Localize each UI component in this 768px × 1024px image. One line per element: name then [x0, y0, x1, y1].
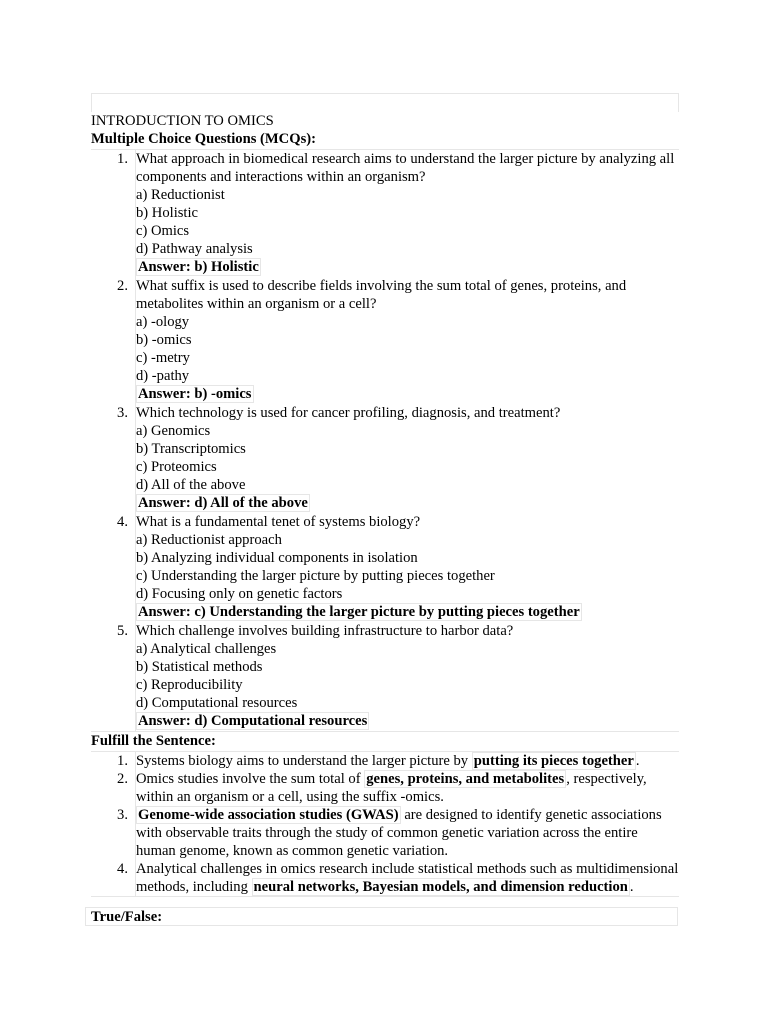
- mcq-number: 4.: [117, 514, 128, 530]
- mcq-heading: Multiple Choice Questions (MCQs):: [91, 131, 316, 147]
- mcq-number: 3.: [117, 405, 128, 421]
- document-title: INTRODUCTION TO OMICS: [91, 113, 274, 129]
- mcq-option: c) Omics: [136, 223, 190, 239]
- document-body: [91, 93, 679, 897]
- mcq-question: Which technology is used for cancer profiling, diagnosis, and treatment?: [136, 405, 561, 421]
- fill-text-before: Analytical challenges in omics research include statistical methods such as multidimensional methods, including: [136, 861, 679, 895]
- fill-sentence: [135, 860, 679, 896]
- fill-item: [91, 752, 679, 770]
- fill-number: 1.: [117, 753, 128, 769]
- mcq-option: c) Understanding the larger picture by putting pieces together: [136, 568, 495, 584]
- mcq-answer: Answer: b) Holistic: [138, 259, 259, 275]
- fill-list-block: [91, 751, 679, 897]
- fill-answer: putting its pieces together: [473, 753, 634, 769]
- fill-item: [91, 806, 679, 860]
- mcq-question: What is a fundamental tenet of systems biology?: [136, 514, 421, 530]
- mcq-option: d) Computational resources: [136, 695, 298, 711]
- mcq-option: c) Proteomics: [136, 459, 217, 475]
- fill-item: [91, 860, 679, 896]
- mcq-option: a) Genomics: [136, 423, 211, 439]
- mcq-item: [91, 513, 679, 622]
- mcq-option: c) Reproducibility: [136, 677, 243, 693]
- fill-number: 4.: [117, 861, 128, 877]
- mcq-question: What approach in biomedical research aims to understand the larger picture by analyzing all components and interactions within an organism?: [136, 151, 675, 185]
- fill-list: [91, 752, 679, 896]
- mcq-option: b) -omics: [136, 332, 192, 348]
- true-false-heading: True/False:: [85, 907, 678, 926]
- mcq-option: b) Transcriptomics: [136, 441, 246, 457]
- mcq-item: [91, 277, 679, 404]
- mcq-option: a) Reductionist: [136, 187, 225, 203]
- fill-answer: neural networks, Bayesian models, and dimension reduction: [253, 879, 628, 895]
- mcq-question: What suffix is used to describe fields involving the sum total of genes, proteins, and metabolites within an organism or a cell?: [136, 278, 627, 312]
- mcq-option: a) Analytical challenges: [136, 641, 277, 657]
- mcq-item: [91, 150, 679, 277]
- fill-text-before: Systems biology aims to understand the larger picture by: [136, 753, 472, 769]
- fill-heading: Fulfill the Sentence:: [91, 731, 679, 751]
- fill-item: [91, 770, 679, 806]
- mcq-list: [91, 150, 679, 731]
- fill-sentence: [135, 752, 679, 770]
- mcq-option: d) -pathy: [136, 368, 190, 384]
- mcq-number: 1.: [117, 151, 128, 167]
- mcq-number: 5.: [117, 623, 128, 639]
- mcq-option: d) All of the above: [136, 477, 246, 493]
- fill-sentence: [135, 806, 679, 860]
- mcq-answer: Answer: c) Understanding the larger picture by putting pieces together: [138, 604, 580, 620]
- mcq-number: 2.: [117, 278, 128, 294]
- mcq-option: b) Analyzing individual components in isolation: [136, 550, 418, 566]
- fill-sentence: [135, 770, 679, 806]
- mcq-item: [91, 622, 679, 731]
- blank-line: [91, 93, 679, 112]
- mcq-option: d) Pathway analysis: [136, 241, 253, 257]
- mcq-option: b) Holistic: [136, 205, 199, 221]
- mcq-option: a) Reductionist approach: [136, 532, 282, 548]
- fill-answer: Genome-wide association studies (GWAS): [138, 807, 399, 823]
- fill-text-after: .: [635, 753, 640, 769]
- mcq-option: b) Statistical methods: [136, 659, 263, 675]
- mcq-list-block: [91, 149, 679, 731]
- fill-number: 2.: [117, 771, 128, 787]
- fill-text-before: Omics studies involve the sum total of: [136, 771, 365, 787]
- fill-number: 3.: [117, 807, 128, 823]
- mcq-answer: Answer: d) Computational resources: [138, 713, 368, 729]
- mcq-answer: Answer: d) All of the above: [138, 495, 308, 511]
- mcq-option: a) -ology: [136, 314, 190, 330]
- fill-text-after: , respectively, within an organism or a cell, using the suffix -omics.: [136, 771, 647, 805]
- fill-text-after: are designed to identify genetic associations with observable traits through the study of common genetic variation across the entire human genome, known as common genetic variation.: [136, 807, 662, 859]
- mcq-answer: Answer: b) -omics: [138, 386, 252, 402]
- mcq-item: [91, 404, 679, 513]
- mcq-question: Which challenge involves building infrastructure to harbor data?: [136, 623, 514, 639]
- mcq-option: d) Focusing only on genetic factors: [136, 586, 343, 602]
- fill-answer: genes, proteins, and metabolites: [366, 771, 565, 787]
- mcq-option: c) -metry: [136, 350, 190, 366]
- fill-text-after: .: [629, 879, 634, 895]
